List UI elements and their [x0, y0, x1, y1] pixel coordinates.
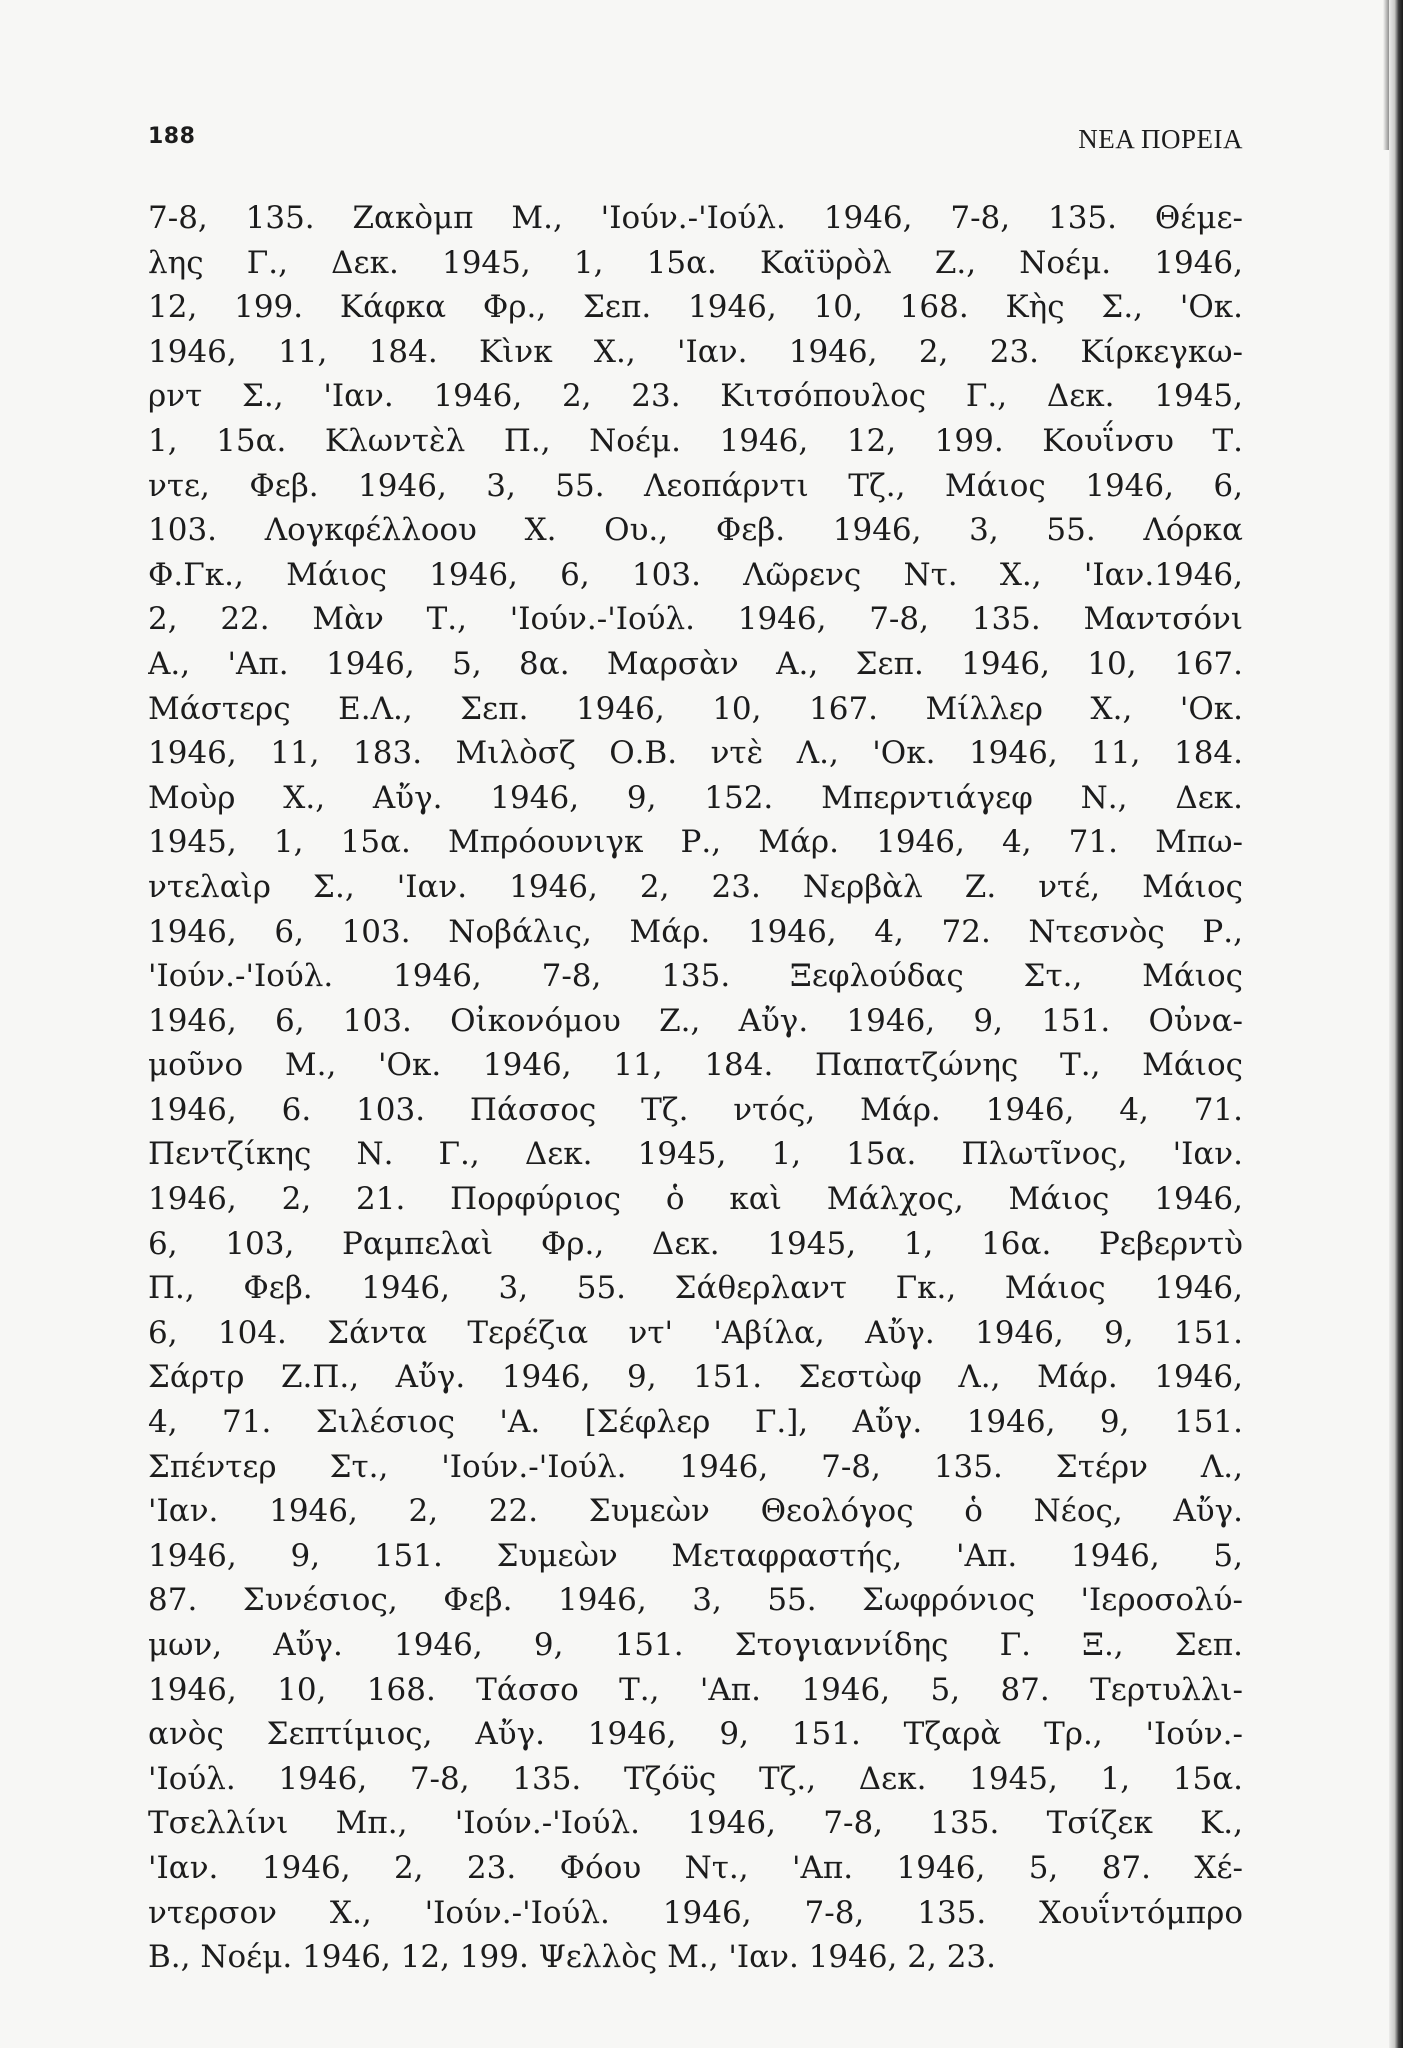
text-line: Μοὺρ Χ., Αὔγ. 1946, 9, 152. Μπερντιάγεφ Ν., Δεκ.: [148, 779, 1243, 816]
text-line: 1946, 6. 103. Πάσσος Τζ. ντός, Μάρ. 1946, 4, 71.: [148, 1091, 1243, 1128]
text-line: Μάστερς Ε.Λ., Σεπ. 1946, 10, 167. Μίλλερ Χ., 'Οκ.: [148, 690, 1243, 727]
text-line: 7-8, 135. Ζακὸμπ Μ., 'Ιούν.-'Ιούλ. 1946, 7-8, 135. Θέμε-: [148, 200, 1243, 236]
text-line: Φ.Γκ., Μάιος 1946, 6, 103. Λῶρενς Ντ. Χ., 'Ιαν.1946,: [148, 556, 1243, 593]
text-line: 1946, 6, 103. Οἰκονόμου Ζ., Αὔγ. 1946, 9, 151. Οὐνα-: [148, 1002, 1243, 1039]
text-line: Πεντζίκης Ν. Γ., Δεκ. 1945, 1, 15α. Πλωτῖνος, 'Ιαν.: [148, 1136, 1243, 1173]
text-line: ντε, Φεβ. 1946, 3, 55. Λεοπάρντι Τζ., Μάιος 1946, 6,: [148, 467, 1243, 504]
running-head: [148, 124, 1243, 160]
text-line: 4, 71. Σιλέσιος 'Α. [Σέφλερ Γ.], Αὔγ. 1946, 9, 151.: [148, 1404, 1243, 1441]
text-line: 12, 199. Κάφκα Φρ., Σεπ. 1946, 10, 168. Κὴς Σ., 'Οκ.: [148, 289, 1243, 326]
text-line: Τσελλίνι Μπ., 'Ιούν.-'Ιούλ. 1946, 7-8, 135. Τσίζεκ Κ.,: [148, 1805, 1243, 1842]
text-line: μοῦνο Μ., 'Οκ. 1946, 11, 184. Παπατζώνης Τ., Μάιος: [148, 1047, 1243, 1084]
index-text-block: [148, 196, 1243, 1980]
text-line: 1945, 1, 15α. Μπρόουνιγκ Ρ., Μάρ. 1946, 4, 71. Μπω-: [148, 824, 1243, 861]
text-line: ανὸς Σεπτίμιος, Αὔγ. 1946, 9, 151. Τζαρὰ Τρ., 'Ιούν.-: [148, 1716, 1243, 1753]
text-line: Β., Νοέμ. 1946, 12, 199. Ψελλὸς Μ., 'Ιαν. 1946, 2, 23.: [148, 1939, 996, 1976]
text-line: ντερσον Χ., 'Ιούν.-'Ιούλ. 1946, 7-8, 135. Χουΐντόμπρο: [148, 1894, 1243, 1931]
page-edge-shadow: [1389, 0, 1403, 2048]
page-number: 188: [148, 124, 196, 149]
text-line: 2, 22. Μὰν Τ., 'Ιούν.-'Ιούλ. 1946, 7-8, 135. Μαντσόνι: [148, 601, 1243, 638]
text-line: 1946, 11, 184. Κὶνκ Χ., 'Ιαν. 1946, 2, 23. Κίρκεγκω-: [148, 333, 1243, 370]
text-line: λης Γ., Δεκ. 1945, 1, 15α. Καϊϋρὸλ Ζ., Νοέμ. 1946,: [148, 244, 1243, 281]
text-line: 'Ιαν. 1946, 2, 23. Φόου Ντ., 'Απ. 1946, 5, 87. Χέ-: [148, 1849, 1243, 1886]
text-line: Α., 'Απ. 1946, 5, 8α. Μαρσὰν Α., Σεπ. 1946, 10, 167.: [148, 645, 1243, 682]
text-line: Σπέντερ Στ., 'Ιούν.-'Ιούλ. 1946, 7-8, 135. Στέρν Λ.,: [148, 1448, 1243, 1485]
text-line: 87. Συνέσιος, Φεβ. 1946, 3, 55. Σωφρόνιος 'Ιεροσολύ-: [148, 1582, 1243, 1619]
text-line: 1946, 9, 151. Συμεὼν Μεταφραστής, 'Απ. 1946, 5,: [148, 1537, 1243, 1574]
text-line: 'Ιαν. 1946, 2, 22. Συμεὼν Θεολόγος ὁ Νέος, Αὔγ.: [148, 1493, 1243, 1530]
text-line: ρντ Σ., 'Ιαν. 1946, 2, 23. Κιτσόπουλος Γ., Δεκ. 1945,: [148, 378, 1243, 415]
text-line: 1, 15α. Κλωντὲλ Π., Νοέμ. 1946, 12, 199. Κουΐνσυ Τ.: [148, 422, 1243, 459]
text-line: 1946, 2, 21. Πορφύριος ὁ καὶ Μάλχος, Μάιος 1946,: [148, 1181, 1243, 1218]
text-line: μων, Αὔγ. 1946, 9, 151. Στογιαννίδης Γ. Ξ., Σεπ.: [148, 1627, 1243, 1663]
text-line: 'Ιούλ. 1946, 7-8, 135. Τζόϋς Τζ., Δεκ. 1945, 1, 15α.: [148, 1760, 1243, 1797]
text-line: 6, 104. Σάντα Τερέζια ντ' 'Αβίλα, Αὔγ. 1946, 9, 151.: [148, 1314, 1243, 1351]
text-line: 6, 103, Ραμπελαὶ Φρ., Δεκ. 1945, 1, 16α. Ρεβερντὺ: [148, 1225, 1243, 1262]
text-line: ντελαὶρ Σ., 'Ιαν. 1946, 2, 23. Νερβὰλ Ζ. ντέ, Μάιος: [148, 868, 1243, 905]
text-line: 'Ιούν.-'Ιούλ. 1946, 7-8, 135. Ξεφλούδας Στ., Μάιος: [148, 958, 1243, 995]
page-edge-top-shadow: [1383, 0, 1389, 150]
text-line: 1946, 10, 168. Τάσσο Τ., 'Απ. 1946, 5, 87. Τερτυλλι-: [148, 1671, 1243, 1708]
text-line: 103. Λογκφέλλοου Χ. Ου., Φεβ. 1946, 3, 55. Λόρκα: [148, 512, 1243, 549]
text-line: Σάρτρ Ζ.Π., Αὔγ. 1946, 9, 151. Σεστὼφ Λ., Μάρ. 1946,: [148, 1359, 1243, 1396]
text-line: 1946, 6, 103. Νοβάλις, Μάρ. 1946, 4, 72. Ντεσνὸς Ρ.,: [148, 913, 1243, 950]
text-line: Π., Φεβ. 1946, 3, 55. Σάθερλαντ Γκ., Μάιος 1946,: [148, 1270, 1243, 1307]
text-line: 1946, 11, 183. Μιλὸσζ Ο.Β. ντὲ Λ., 'Οκ. 1946, 11, 184.: [148, 735, 1243, 772]
journal-title: ΝΕΑ ΠΟΡΕΙΑ: [1078, 124, 1243, 154]
